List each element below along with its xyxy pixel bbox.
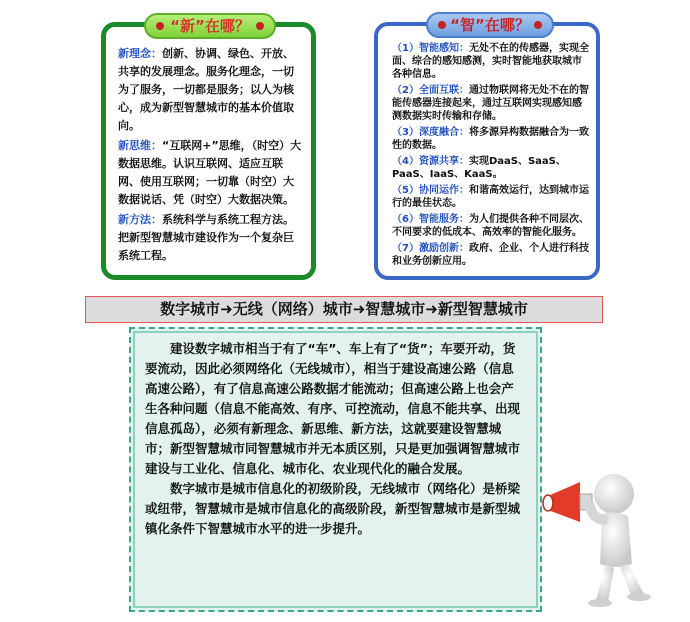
- new-concept-label: 新理念：: [118, 47, 162, 60]
- smart-item-2-label: （2）全面互联：: [392, 85, 469, 96]
- new-aspects-tab: [144, 13, 276, 39]
- smart-item-4-text: 实现DaaS、SaaS、PaaS、IaaS、KaaS。: [392, 156, 566, 180]
- smart-item-6: [392, 213, 590, 239]
- smart-item-6-text: 为人们提供各种不同层次、不同要求的低成本、高效率的智能化服务。: [392, 214, 589, 238]
- smart-item-3-label: （3）深度融合：: [392, 127, 469, 138]
- new-concept-text: 创新、协调、绿色、开放、共享的发展理念。服务化理念，一切为了服务，一切都是服务；以人为核心，成为新型智慧城市的基本价值取向。: [118, 47, 294, 132]
- smart-item-6-label: （6）智能服务：: [392, 214, 469, 225]
- smart-item-2-text: 通过物联网将无处不在的智能传感器连接起来，通过互联网实现感知感测数据实时传输和存储。: [392, 85, 589, 122]
- smart-item-1: [392, 42, 590, 81]
- smart-item-1-label: （1）智能感知：: [392, 43, 469, 54]
- smart-item-7-label: （7）激励创新：: [392, 243, 469, 254]
- smart-item-5-text: 和谐高效运行，达到城市运行的最佳状态。: [392, 185, 589, 209]
- tab-dot-right: [256, 22, 264, 30]
- tab-dot-left: [438, 21, 446, 29]
- smart-item-5-label: （5）协同运作：: [392, 185, 469, 196]
- megaphone-person-illustration: [540, 460, 660, 610]
- smart-aspects-box: [374, 16, 600, 280]
- new-method-label: 新方法：: [118, 213, 162, 226]
- new-aspects-title: “新”在哪？: [170, 17, 250, 35]
- smart-item-7: [392, 242, 590, 268]
- smart-item-4: [392, 155, 590, 181]
- smart-item-2: [392, 84, 590, 123]
- tab-dot-right: [534, 21, 542, 29]
- explanation-paragraph-1: 建设数字城市相当于有了“车”、车上有了“货”；车要开动，货要流动，因此必须网络化（无线城市），相当于建设高速公路（信息高速公路），有了信息高速公路数据才能流动；但高速公路上也会产生各种问题（信息不能高效、有序、可控流动，信息不能共享、出现信息孤岛），必须有新理念、新思维、新方法，这就要建设智慧城市；新型智慧城市同智慧城市并无本质区别，只是更加强调智慧城市建设与工业化、信息化、城市化、农业现代化的融合发展。: [145, 341, 521, 476]
- explanation-box: [129, 327, 542, 612]
- megaphone-person-icon: [540, 460, 660, 610]
- new-method-item: [118, 211, 303, 265]
- evolution-banner: 数字城市➜无线（网络）城市➜智慧城市➜新型智慧城市: [85, 296, 603, 323]
- smart-item-3: [392, 126, 590, 152]
- new-aspects-box: [101, 17, 316, 280]
- new-method-text: 系统科学与系统工程方法。把新型智慧城市建设作为一个复杂巨系统工程。: [118, 213, 294, 262]
- smart-item-1-text: 无处不在的传感器，实现全面、综合的感知感测，实时智能地获取城市各种信息。: [392, 43, 589, 80]
- explanation-paragraph-2: 数字城市是城市信息化的初级阶段，无线城市（网络化）是桥梁或纽带，智慧城市是城市信息化的高级阶段，新型智慧城市是新型城镇化条件下智慧城市水平的进一步提升。: [145, 481, 521, 536]
- new-thinking-text: “互联网+”思维，（时空）大数据思维。认识互联网、适应互联网、使用互联网；一切靠（时空）大数据说话、凭（时空）大数据决策。: [118, 139, 302, 206]
- smart-aspects-title: “智”在哪？: [450, 16, 530, 34]
- new-thinking-label: 新思维：: [118, 139, 162, 152]
- smart-item-7-text: 政府、企业、个人进行科技和业务创新应用。: [392, 243, 589, 267]
- smart-item-3-text: 将多源异构数据融合为一致性的数据。: [392, 127, 589, 151]
- smart-item-4-label: （4）资源共享：: [392, 156, 469, 167]
- new-thinking-item: [118, 137, 303, 209]
- smart-item-5: [392, 184, 590, 210]
- new-concept-item: [118, 45, 303, 135]
- tab-dot-left: [156, 22, 164, 30]
- smart-aspects-tab: [426, 12, 554, 38]
